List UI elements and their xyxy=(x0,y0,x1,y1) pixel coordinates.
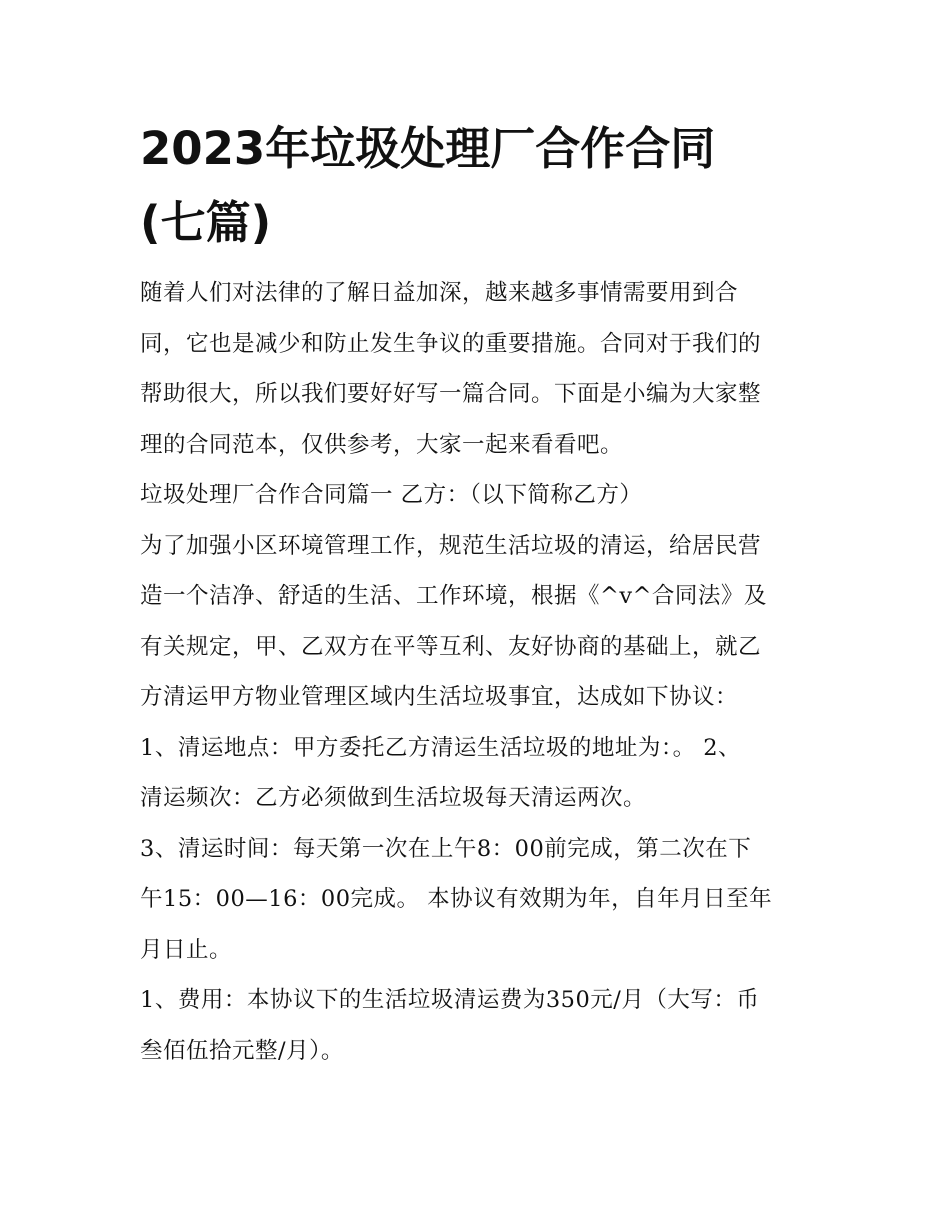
document-page xyxy=(140,112,820,1076)
body-line: 为了加强小区环境管理工作，规范生活垃圾的清运，给居民营 xyxy=(140,532,762,559)
body-line: 清运频次：乙方必须做到生活垃圾每天清运两次。 xyxy=(140,785,647,811)
body-line: 造一个洁净、舒适的生活、工作环境，根据《^v^合同法》及 xyxy=(140,583,767,609)
body-line: 月日止。 xyxy=(140,936,233,963)
body-line: 帮助很大，所以我们要好好写一篇合同。下面是小编为大家整 xyxy=(140,381,762,407)
section-heading: 垃圾处理厂合作合同篇一 乙方：（以下简称乙方） xyxy=(140,482,643,508)
body-line: 午15：00—16：00完成。 本协议有效期为年，自年月日至年 xyxy=(140,886,773,912)
document-title xyxy=(140,112,820,260)
body-line: 随着人们对法律的了解日益加深，越来越多事情需要用到合 xyxy=(140,280,739,306)
body-line: 叁佰伍拾元整/月）。 xyxy=(140,1037,344,1064)
body-line: 方清运甲方物业管理区域内生活垃圾事宜，达成如下协议： xyxy=(140,684,739,710)
document-body xyxy=(140,268,820,1076)
body-line: 理的合同范本，仅供参考，大家一起来看看吧。 xyxy=(140,431,624,458)
title-line-1: 2023年垃圾处理厂合作合同 xyxy=(140,122,716,175)
body-line: 同，它也是减少和防止发生争议的重要措施。合同对于我们的 xyxy=(140,330,762,357)
title-line-2: (七篇) xyxy=(140,196,272,249)
body-line: 3、清运时间：每天第一次在上午8：00前完成，第二次在下 xyxy=(140,835,752,862)
body-line: 1、费用：本协议下的生活垃圾清运费为350元/月（大写：币 xyxy=(140,987,760,1013)
body-line: 有关规定，甲、乙双方在平等互利、友好协商的基础上，就乙 xyxy=(140,633,762,660)
body-line: 1、清运地点：甲方委托乙方清运生活垃圾的地址为：。 2、 xyxy=(140,734,742,761)
